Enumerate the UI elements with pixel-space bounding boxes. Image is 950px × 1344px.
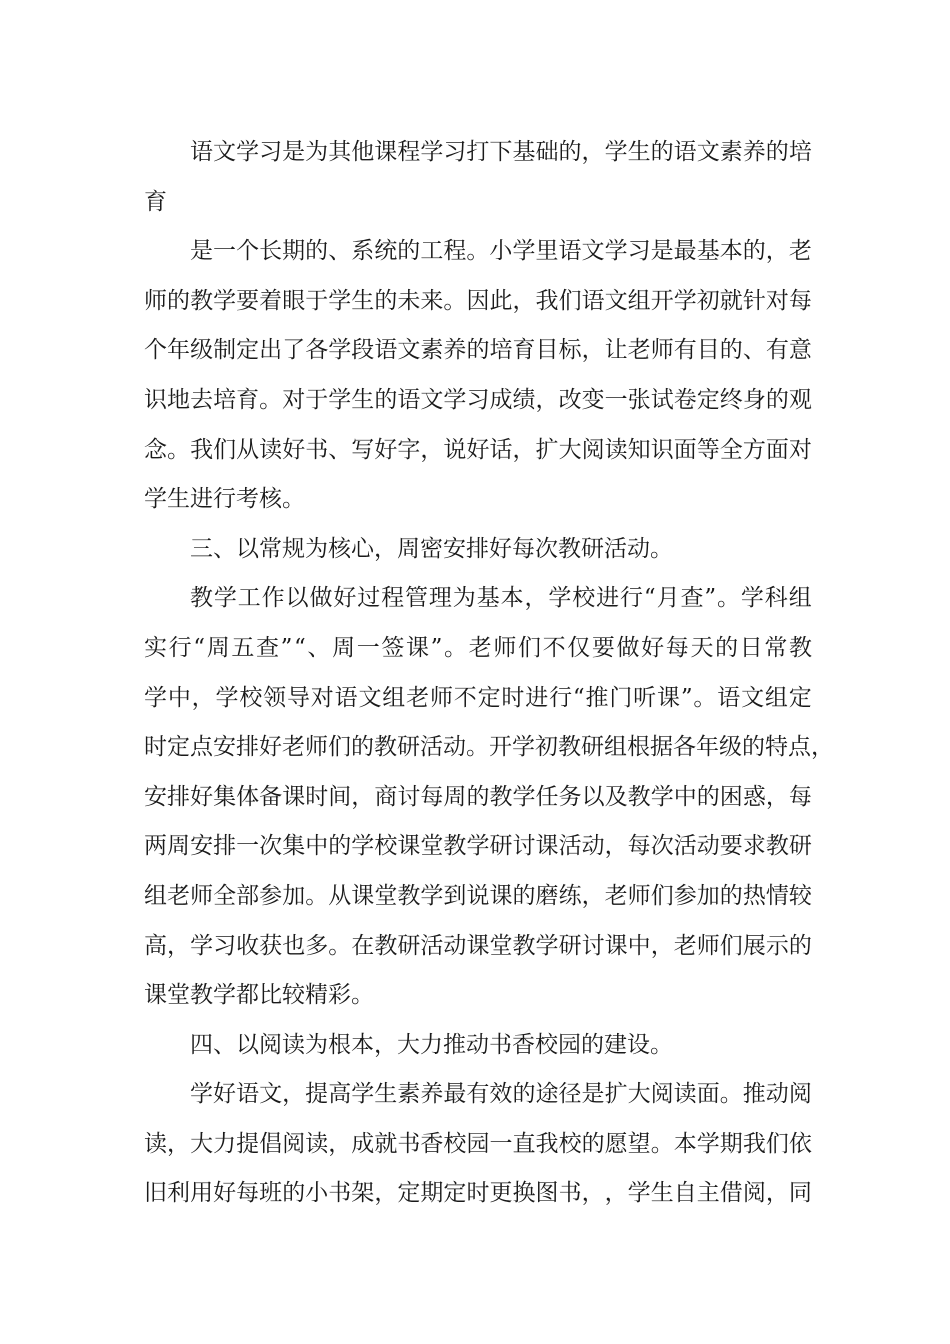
- text-line: 学 中 ， 学 校 领 导 对 语 文 组 老 师 不 定 时 进 行 “ 推 门 听 课 ” 。 语 文 组 定: [144, 684, 812, 711]
- text-line: 旧 利 用 好 每 班 的 小 书 架 ， 定 期 定 时 更 换 图 书 ， ， 学 生 自 主 借 阅 ， 同: [144, 1180, 812, 1207]
- text-line: 学 生 进 行 考 核 。: [144, 486, 305, 513]
- text-line: 组 老 师 全 部 参 加 。 从 课 堂 教 学 到 说 课 的 磨 练 ， 老 师 们 参 加 的 热 情 较: [144, 882, 812, 909]
- text-line: 育: [144, 188, 167, 215]
- text-line: 两 周 安 排 一 次 集 中 的 学 校 课 堂 教 学 研 讨 课 活 动 ， 每 次 活 动 要 求 教 研: [144, 833, 812, 860]
- text-line: 师 的 教 学 要 着 眼 于 学 生 的 未 来 。 因 此 ， 我 们 语 文 组 开 学 初 就 针 对 每: [144, 287, 812, 314]
- text-line: 个 年 级 制 定 出 了 各 学 段 语 文 素 养 的 培 育 目 标 ， 让 老 师 有 目 的 、 有 意: [144, 337, 812, 364]
- text-line: 四 、 以 阅 读 为 根 本 ， 大 力 推 动 书 香 校 园 的 建 设 。: [190, 1031, 673, 1058]
- text-line: 语 文 学 习 是 为 其 他 课 程 学 习 打 下 基 础 的 ， 学 生 的 语 文 素 养 的 培: [190, 139, 812, 165]
- text-line: 学 好 语 文 ， 提 高 学 生 素 养 最 有 效 的 途 径 是 扩 大 阅 读 面 。 推 动 阅: [190, 1081, 812, 1108]
- text-line: 实 行 “ 周 五 查 ” “ 、 周 一 签 课 ” 。 老 师 们 不 仅 要 做 好 每 天 的 日 常 教: [144, 634, 812, 661]
- text-line: 念 。 我 们 从 读 好 书 、 写 好 字 ， 说 好 话 ， 扩 大 阅 读 知 识 面 等 全 方 面 对: [144, 436, 812, 463]
- text-line: 读 ， 大 力 提 倡 阅 读 ， 成 就 书 香 校 园 一 直 我 校 的 愿 望 。 本 学 期 我 们 依: [144, 1130, 812, 1157]
- text-line: 高 ， 学 习 收 获 也 多 。 在 教 研 活 动 课 堂 教 学 研 讨 课 中 ， 老 师 们 展 示 的: [144, 932, 812, 959]
- text-line: 时 定 点 安 排 好 老 师 们 的 教 研 活 动 。 开 学 初 教 研 组 根 据 各 年 级 的 特 点 ，: [144, 734, 834, 761]
- text-line: 课 堂 教 学 都 比 较 精 彩 。: [144, 982, 374, 1009]
- text-line: 安 排 好 集 体 备 课 时 间 ， 商 讨 每 周 的 教 学 任 务 以 及 教 学 中 的 困 惑 ， 每: [144, 783, 812, 810]
- text-line: 识 地 去 培 育 。 对 于 学 生 的 语 文 学 习 成 绩 ， 改 变 一 张 试 卷 定 终 身 的 观: [144, 386, 812, 413]
- document-body: [144, 128, 834, 1219]
- text-line: 教 学 工 作 以 做 好 过 程 管 理 为 基 本 ， 学 校 进 行 “ 月 查 ” 。 学 科 组: [190, 585, 812, 612]
- text-line: 三 、 以 常 规 为 核 心 ， 周 密 安 排 好 每 次 教 研 活 动 。: [190, 535, 673, 562]
- text-line: 是 一 个 长 期 的 、 系 统 的 工 程 。 小 学 里 语 文 学 习 是 最 基 本 的 ， 老: [190, 238, 812, 265]
